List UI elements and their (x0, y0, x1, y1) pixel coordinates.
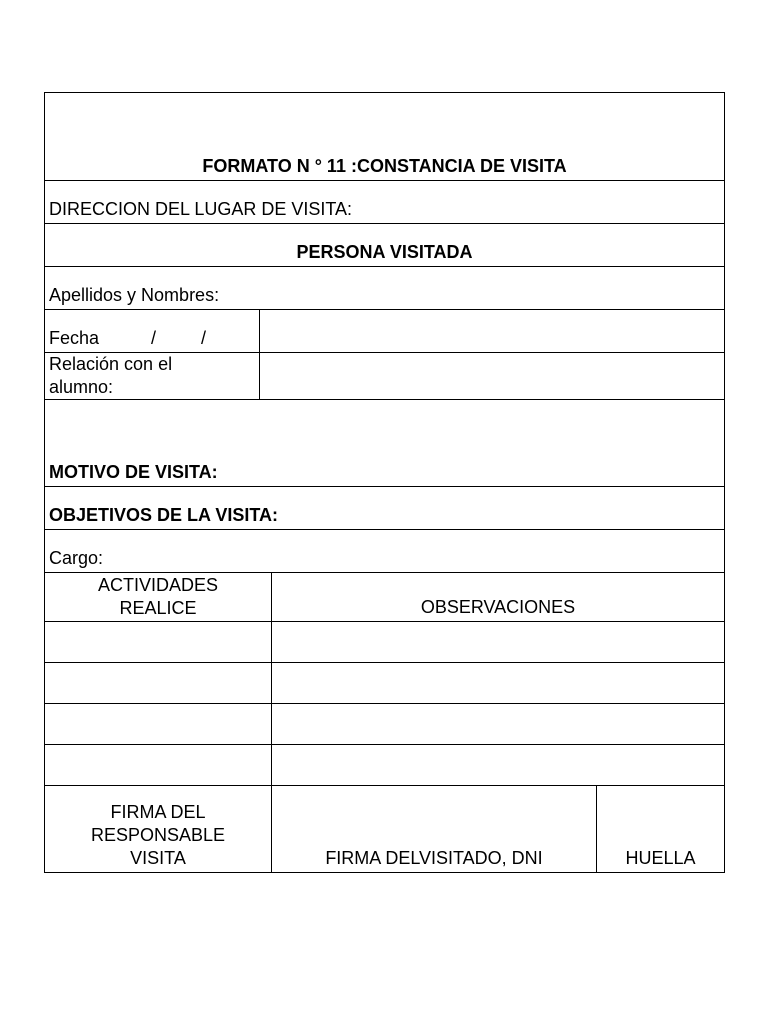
direccion-field[interactable] (45, 181, 725, 224)
huella-label: HUELLA (625, 848, 696, 868)
activity-row (45, 663, 725, 704)
activity-row (45, 704, 725, 745)
observation-cell[interactable] (272, 622, 725, 663)
activity-cell[interactable] (45, 622, 272, 663)
actividades-header-line2: REALICE (119, 598, 197, 618)
firma-responsable-cell[interactable] (45, 786, 272, 873)
visit-certificate-form (44, 92, 724, 886)
activity-cell[interactable] (45, 704, 272, 745)
objetivos-row (45, 487, 725, 530)
firma-responsable-line3: VISITA (130, 848, 186, 868)
relacion-value-cell[interactable] (260, 353, 725, 400)
firma-responsable-line1: FIRMA DEL (110, 802, 206, 822)
motivo-field[interactable] (45, 400, 725, 487)
cargo-row (45, 530, 725, 573)
relacion-row (45, 353, 725, 400)
objetivos-label: OBJETIVOS DE LA VISITA: (49, 505, 279, 525)
observation-cell[interactable] (272, 663, 725, 704)
fecha-separator-1: / (151, 328, 157, 348)
firma-visitado-cell[interactable] (272, 786, 597, 873)
objetivos-field[interactable] (45, 487, 725, 530)
cargo-field[interactable] (45, 530, 725, 573)
fecha-row (45, 310, 725, 353)
observaciones-header: OBSERVACIONES (272, 573, 725, 622)
observation-cell[interactable] (272, 745, 725, 786)
direccion-label: DIRECCION DEL LUGAR DE VISITA: (49, 199, 353, 219)
signature-row (45, 786, 725, 873)
relacion-label-line1: Relación con el (49, 354, 173, 374)
persona-visitada-row (45, 224, 725, 267)
actividades-header (45, 573, 272, 622)
fecha-field[interactable] (45, 310, 260, 353)
fecha-separator-2: / (201, 328, 207, 348)
firma-visitado-label: FIRMA DELVISITADO, DNI (325, 848, 543, 868)
activity-row (45, 745, 725, 786)
direccion-row (45, 181, 725, 224)
fecha-value-cell[interactable] (260, 310, 725, 353)
firma-responsable-line2: RESPONSABLE (90, 825, 226, 845)
apellidos-row (45, 267, 725, 310)
persona-visitada-heading: PERSONA VISITADA (45, 224, 725, 267)
activities-header-row (45, 573, 725, 622)
activity-row (45, 622, 725, 663)
apellidos-field[interactable] (45, 267, 725, 310)
fecha-label: Fecha (49, 328, 100, 348)
actividades-header-line1: ACTIVIDADES (97, 575, 219, 595)
motivo-label: MOTIVO DE VISITA: (49, 462, 218, 482)
cargo-label: Cargo: (49, 548, 104, 568)
huella-cell[interactable] (597, 786, 725, 873)
form-title: FORMATO N ° 11 :CONSTANCIA DE VISITA (45, 93, 725, 181)
activity-cell[interactable] (45, 663, 272, 704)
activity-cell[interactable] (45, 745, 272, 786)
apellidos-label: Apellidos y Nombres: (49, 285, 220, 305)
observation-cell[interactable] (272, 704, 725, 745)
title-row (45, 93, 725, 181)
relacion-field[interactable] (45, 353, 260, 400)
form-table (44, 92, 725, 873)
motivo-row (45, 400, 725, 487)
relacion-label-line2: alumno: (49, 377, 114, 397)
